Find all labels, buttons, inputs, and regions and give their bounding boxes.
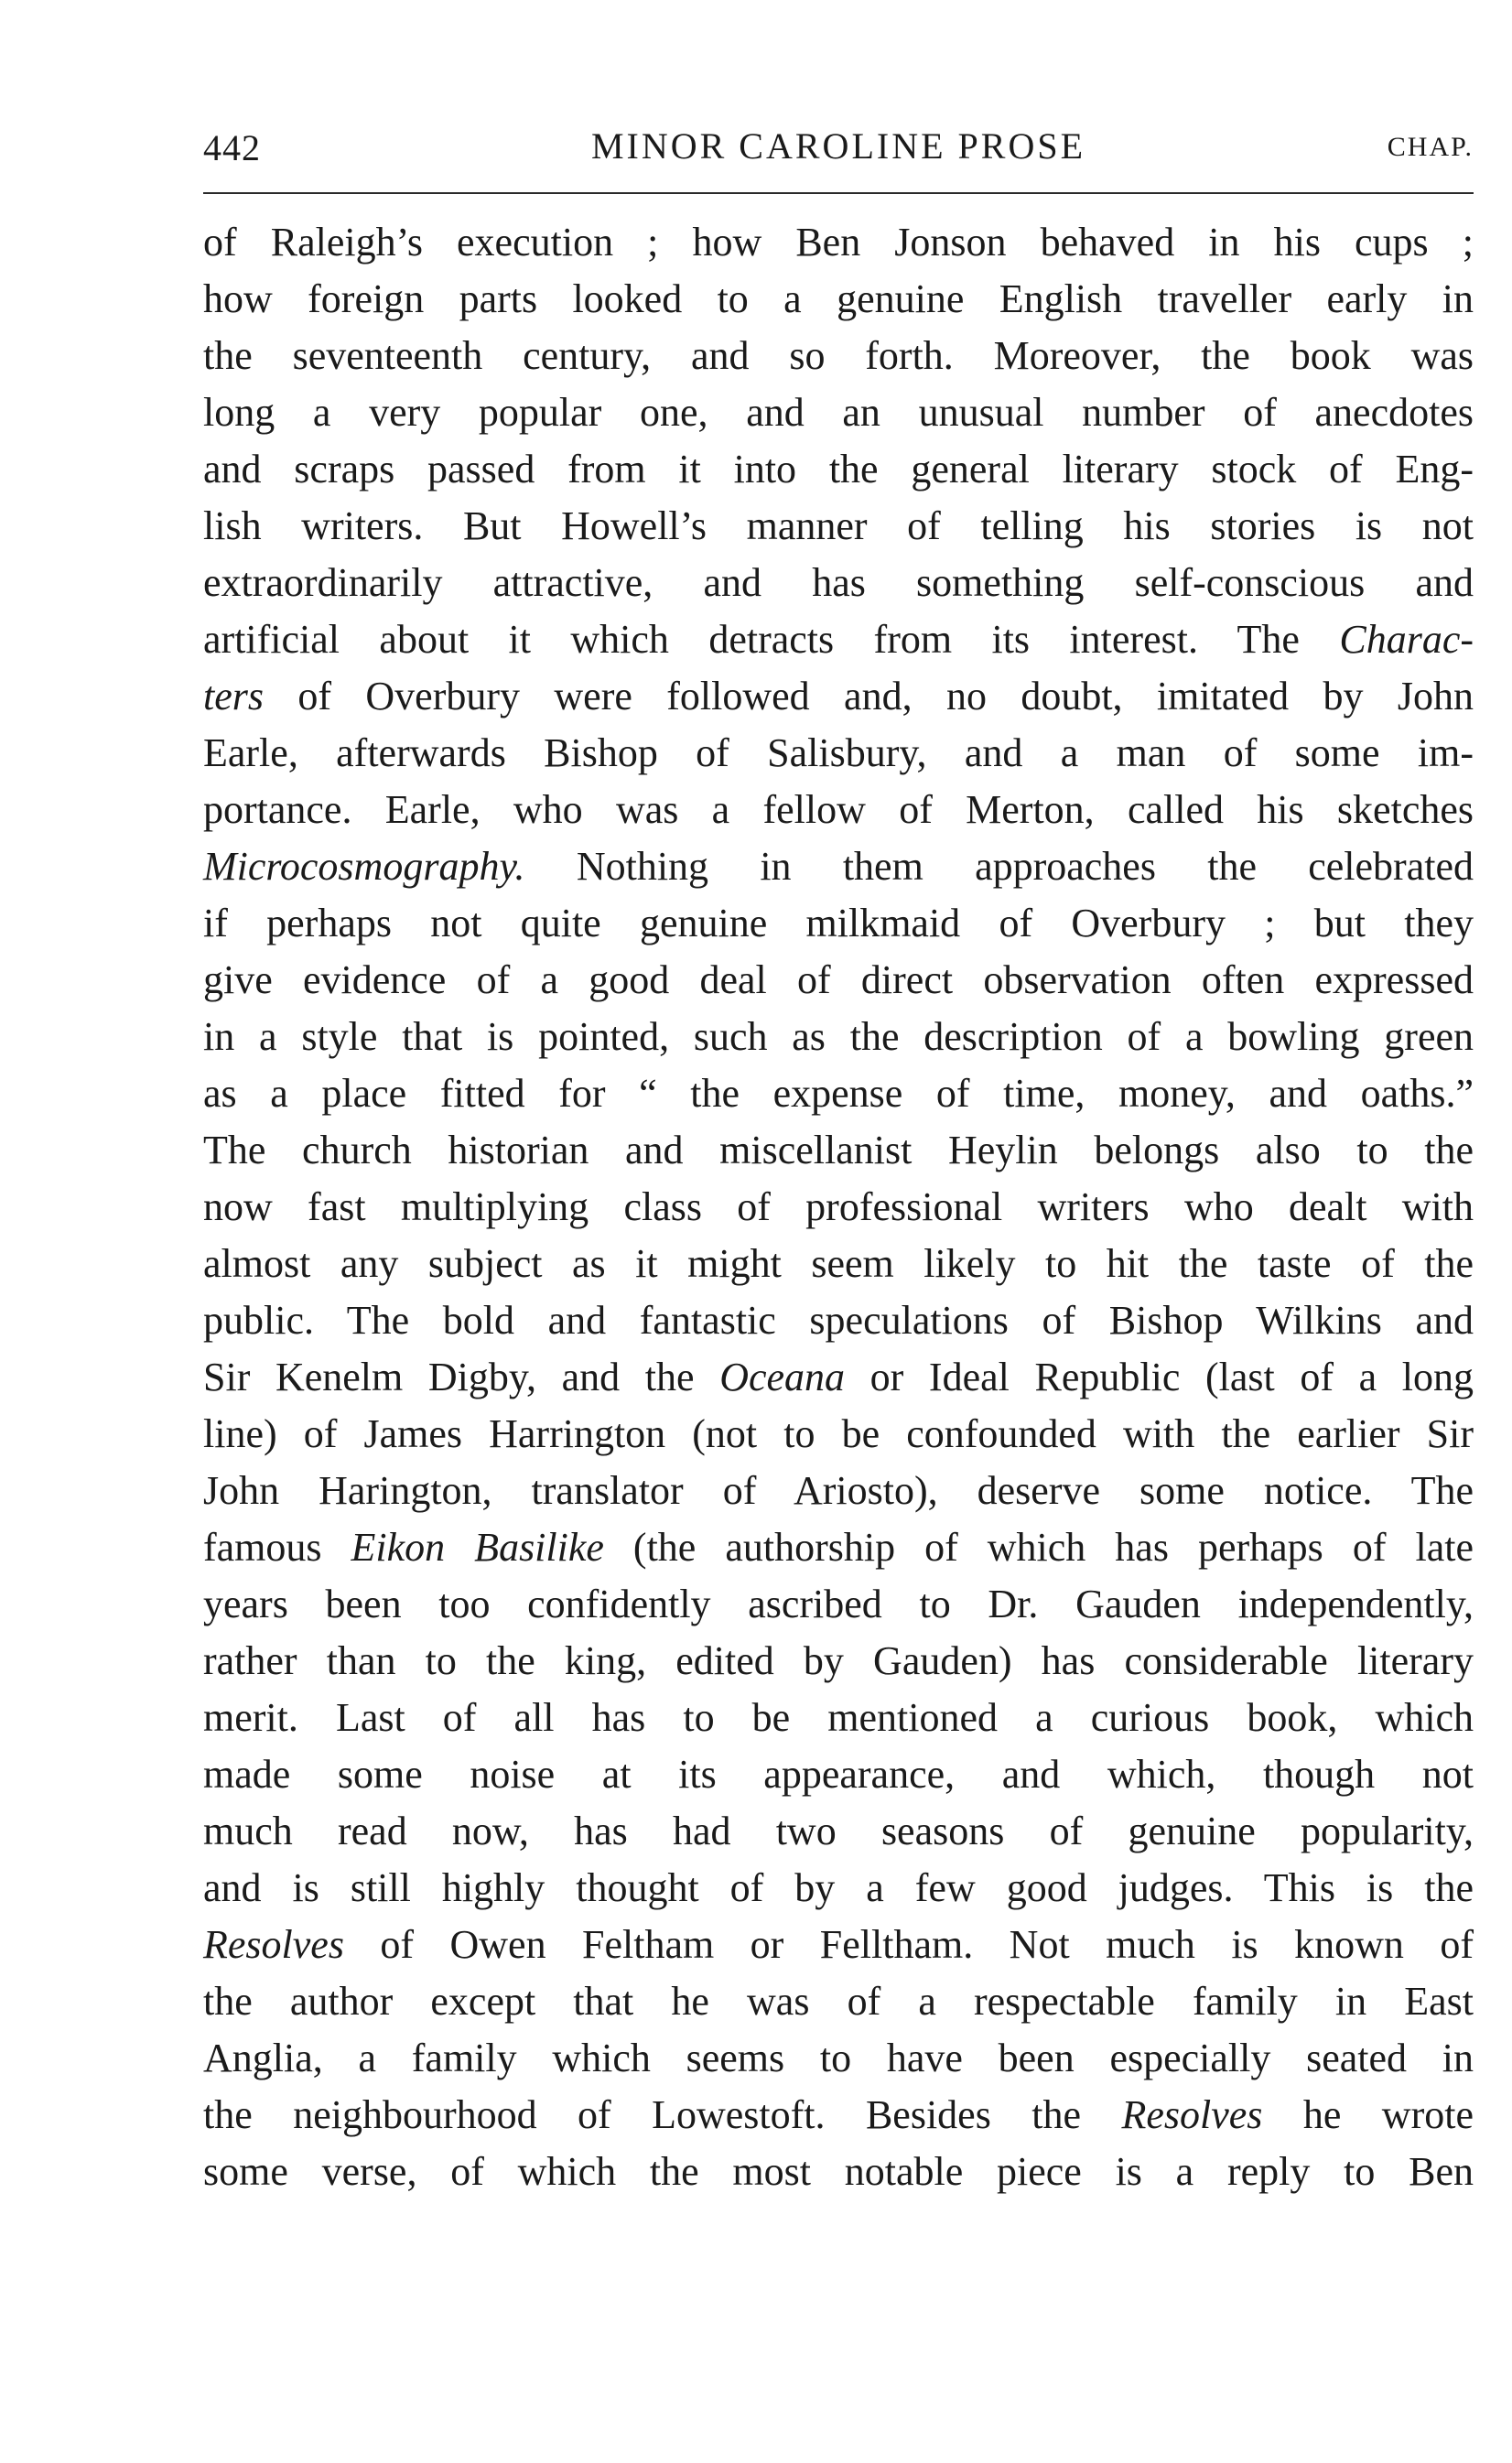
text-line bbox=[203, 1917, 1474, 1973]
text-line bbox=[203, 952, 1474, 1009]
text-line bbox=[203, 498, 1474, 555]
text-line bbox=[203, 1860, 1474, 1917]
text-line bbox=[203, 1406, 1474, 1463]
text-line bbox=[203, 2087, 1474, 2144]
line-text: rather than to the king, edited by Gauden) has considerable literary bbox=[203, 1638, 1474, 1683]
line-text: the seventeenth century, and so forth. Moreover, the book was bbox=[203, 333, 1474, 378]
text-line bbox=[203, 328, 1474, 384]
line-text: lish writers. But Howell’s manner of telling his stories is not bbox=[203, 503, 1474, 548]
page-number: 442 bbox=[203, 127, 261, 168]
line-text: and scraps passed from it into the general literary stock of Eng- bbox=[203, 447, 1474, 492]
line-text: the author except that he was of a respectable family in East bbox=[203, 1979, 1474, 2024]
text-line bbox=[203, 2144, 1474, 2200]
text-line bbox=[203, 1349, 1474, 1406]
italic-title: Eikon Basilike bbox=[351, 1525, 604, 1570]
text-line bbox=[203, 1746, 1474, 1803]
text-line bbox=[203, 2030, 1474, 2087]
text-line bbox=[203, 838, 1474, 895]
running-title: MINOR CAROLINE PROSE bbox=[590, 125, 1086, 167]
line-text: artificial about it which detracts from its interest. The bbox=[203, 617, 1340, 662]
line-text: made some noise at its appearance, and which, though not bbox=[203, 1752, 1474, 1797]
line-text: famous bbox=[203, 1525, 351, 1570]
line-text: if perhaps not quite genuine milkmaid of Overbury ; but they bbox=[203, 901, 1474, 945]
text-line bbox=[203, 611, 1474, 668]
italic-title: Resolves bbox=[1121, 2092, 1263, 2137]
text-line bbox=[203, 1973, 1474, 2030]
line-text: Nothing in them approaches the celebrated bbox=[524, 844, 1474, 889]
text-line bbox=[203, 1292, 1474, 1349]
text-line bbox=[203, 1803, 1474, 1860]
line-text: and is still highly thought of by a few good judges. This is the bbox=[203, 1865, 1474, 1910]
text-line bbox=[203, 441, 1474, 498]
body-text bbox=[203, 214, 1474, 2200]
line-text: almost any subject as it might seem likely to hit the taste of the bbox=[203, 1241, 1474, 1286]
text-line bbox=[203, 1179, 1474, 1236]
line-text: he wrote bbox=[1262, 2092, 1474, 2137]
line-text: The church historian and miscellanist Heylin belongs also to the bbox=[203, 1128, 1474, 1172]
line-text: some verse, of which the most notable piece is a reply to Ben bbox=[203, 2149, 1474, 2194]
line-text: of Raleigh’s execution ; how Ben Jonson behaved in his cups ; bbox=[203, 220, 1474, 265]
text-line bbox=[203, 1122, 1474, 1179]
running-head bbox=[203, 121, 1474, 176]
italic-title: ters bbox=[203, 674, 264, 718]
text-line bbox=[203, 782, 1474, 838]
text-line bbox=[203, 1690, 1474, 1746]
italic-title: Oceana bbox=[719, 1355, 846, 1399]
text-line bbox=[203, 1236, 1474, 1292]
line-text: (the authorship of which has perhaps of late bbox=[603, 1525, 1474, 1570]
italic-title: Charac- bbox=[1339, 617, 1474, 662]
text-line bbox=[203, 555, 1474, 611]
line-text: Sir Kenelm Digby, and the bbox=[203, 1355, 720, 1399]
line-text: public. The bold and fantastic speculations of Bishop Wilkins and bbox=[203, 1298, 1474, 1343]
text-line bbox=[203, 895, 1474, 952]
text-line bbox=[203, 384, 1474, 441]
line-text: portance. Earle, who was a fellow of Merton, called his sketches bbox=[203, 787, 1474, 832]
line-text: much read now, has had two seasons of genuine popularity, bbox=[203, 1809, 1474, 1853]
text-line bbox=[203, 1519, 1474, 1576]
text-line bbox=[203, 1065, 1474, 1122]
line-text: Earle, afterwards Bishop of Salisbury, and a man of some im- bbox=[203, 730, 1474, 775]
line-text: Anglia, a family which seems to have been especially seated in bbox=[203, 2036, 1474, 2080]
line-text: John Harington, translator of Ariosto), deserve some notice. The bbox=[203, 1468, 1474, 1513]
text-line bbox=[203, 1009, 1474, 1065]
text-line bbox=[203, 1633, 1474, 1690]
text-line bbox=[203, 668, 1474, 725]
line-text: how foreign parts looked to a genuine English traveller early in bbox=[203, 276, 1474, 321]
header-rule bbox=[203, 192, 1474, 194]
line-text: line) of James Harrington (not to be confounded with the earlier Sir bbox=[203, 1411, 1474, 1456]
line-text: years been too confidently ascribed to Dr. Gauden independently, bbox=[203, 1582, 1474, 1626]
line-text: or Ideal Republic (last of a long bbox=[845, 1355, 1474, 1399]
line-text: in a style that is pointed, such as the description of a bowling green bbox=[203, 1014, 1474, 1059]
line-text: give evidence of a good deal of direct observation often expressed bbox=[203, 957, 1474, 1002]
text-line bbox=[203, 1576, 1474, 1633]
line-text: extraordinarily attractive, and has something self-conscious and bbox=[203, 560, 1474, 605]
line-text: of Owen Feltham or Felltham. Not much is known of bbox=[343, 1922, 1474, 1967]
line-text: the neighbourhood of Lowestoft. Besides the bbox=[203, 2092, 1122, 2137]
line-text: long a very popular one, and an unusual number of anecdotes bbox=[203, 390, 1474, 435]
text-line bbox=[203, 725, 1474, 782]
text-line bbox=[203, 214, 1474, 271]
line-text: merit. Last of all has to be mentioned a curious book, which bbox=[203, 1695, 1474, 1740]
line-text: of Overbury were followed and, no doubt, imitated by John bbox=[264, 674, 1474, 718]
italic-title: Resolves bbox=[203, 1922, 344, 1967]
chapter-abbreviation: CHAP. bbox=[1387, 132, 1474, 162]
text-line bbox=[203, 1463, 1474, 1519]
line-text: as a place fitted for “ the expense of time, money, and oaths.” bbox=[203, 1071, 1474, 1116]
line-text: now fast multiplying class of professional writers who dealt with bbox=[203, 1184, 1474, 1229]
text-line bbox=[203, 271, 1474, 328]
italic-title: Microcosmography. bbox=[203, 844, 525, 889]
